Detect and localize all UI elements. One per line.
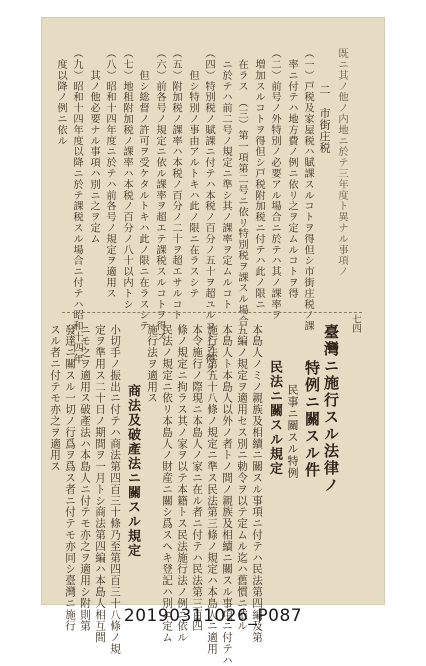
text-column: 小切手ノ振出ニ付テハ商法第四百三十條乃至第四百三十八條ノ規: [109, 324, 121, 655]
text-column: 在ラス （三）第一項第二号ニ依リ特別税ヲ課スル場合: [236, 48, 248, 327]
text-column: 既ニ其ノ他ノ内地ニ於テ三年度ト異ナル事項ノ: [336, 48, 348, 277]
text-column: 本令施行ノ際現ニ本島人ノ家ニ在ル者ニ付テハ民法第三百四: [191, 324, 203, 632]
text-column: ニ於テハ前二号ノ規定ニ準シ其ノ課率ヲ定ムルコト: [220, 48, 232, 310]
text-column: 民法ニ關スル規定: [267, 360, 282, 476]
page-number: 七四: [350, 314, 361, 333]
text-column: 施行法ヲ適用ス: [146, 324, 158, 404]
text-column: 民事ニ關スル特例: [286, 384, 299, 479]
text-column: （二）前号ノ外特別ノ必要アル場合ニ於テハ其ノ課率ヲ: [269, 48, 281, 321]
text-column: （九）昭和十四年度以降ニ於テ課税スル場合ニ付テハ昭和十四年: [71, 48, 83, 365]
text-column: 率ニ付テハ地方費ノ例ニ依リ之ヲ定ムルコトヲ得: [286, 48, 298, 299]
text-column: （四）特別税ノ賦課ニ付テハ本税ノ百分ノ五十ヲ超ユルコトヲ得ス: [203, 48, 215, 375]
text-column: 發達ニ關スル一切ノ行爲ヲ爲ス者ニ付テモ亦同シ臺灣ニ施行: [64, 324, 76, 632]
text-column: （六）前各号ノ規定ニ依ル課率ヲ超エテ課税スルコトヲ得ス: [154, 48, 166, 343]
image-id-caption: 20190311026_P087: [123, 606, 303, 626]
text-column: 條ノ規定ニ拘ラス其ノ家ヲ以テ本籍トス民法施行法ノ例ニ依ル: [176, 324, 188, 644]
text-column: スル者ニ付テモ亦之ヲ適用ス: [49, 324, 61, 473]
text-column: 民法ノ規定ニ依リ本島人ノ財産ニ關シ爲スヘキ登記ハ別ニ定ム: [161, 324, 173, 644]
text-column: 特例ニ關スル件: [303, 360, 321, 479]
text-column: 但シ特別ノ事由アルトキハ此ノ限ニ在ラスシテ: [187, 48, 199, 299]
text-column: 商法及破產法ニ關スル規定: [125, 384, 140, 558]
section-divider: [62, 312, 362, 313]
text-column: 五編ノ規定ヲ適用セス別ニ勅令ヲ以テ定ムル迄ハ舊慣ニ依ル: [236, 324, 248, 632]
text-column: ニモ之ヲ適用ス破產法ハ本島人ニ付テモ亦之ヲ適用シ附則第: [79, 324, 91, 632]
text-column: （一）戸税及家屋税ハ賦課スルコトヲ得但シ市街庄税ノ課: [302, 48, 314, 332]
text-column: 臺灣ニ施行スル法律ノ: [322, 324, 340, 494]
text-column: 本島人ノミノ親族及相續ニ關スル事項ニ付テハ民法第四編及第: [251, 324, 263, 644]
text-column: 但シ総督ノ許可ヲ受ケタルトキハ此ノ限ニ在ラスシテ: [137, 48, 149, 332]
text-column: 二 市街庄税: [318, 84, 331, 154]
text-column: 其ノ他必要ナル事項ハ別ニ之ヲ定ム: [88, 48, 100, 245]
text-column: 施行法第五十八條ノ規定ニ準ス民法第三條ノ規定ハ本島人ニ適用: [206, 324, 218, 655]
text-column: 本島人ト本島人以外ノ者トノ間ノ親族及相續ニ關スル事項ニ付テハ: [221, 324, 233, 666]
text-column: 度以降ノ例ニ依ル: [55, 48, 67, 147]
text-column: 増加スルコトヲ得但シ戸税附加税ニ付テハ此ノ限ニ: [253, 48, 265, 310]
text-column: （八）昭和十四年度ニ於テハ前各号ノ規定ヲ適用ス: [104, 48, 116, 299]
text-column: 定ヲ準用ス二十日ノ期間ヲ一月トシ商法第四編ハ本島人相互間: [94, 324, 106, 644]
text-column: （五）附加税ノ課率ハ本税ノ百分ノ二十ヲ超エサルコト: [170, 48, 182, 321]
text-column: （七）地租附加税ノ課率ハ本税ノ百分ノ八十以内トシ: [121, 48, 133, 310]
